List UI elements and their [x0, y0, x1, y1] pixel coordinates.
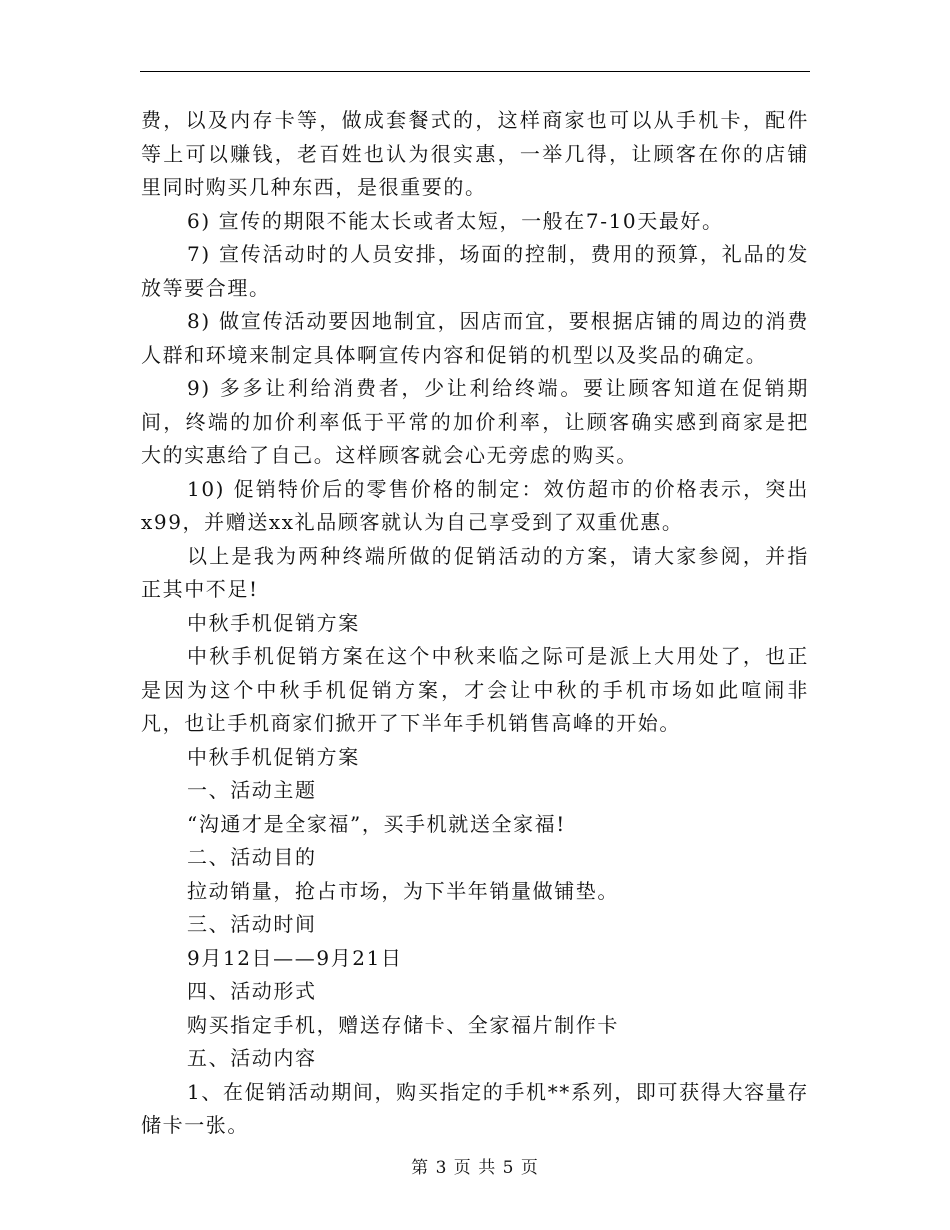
- section-title: 中秋手机促销方案: [187, 744, 360, 769]
- paragraph: 9) 多多让利给消费者，少让利给终端。要让顾客知道在促销期间，终端的加价利率低于平常的加价利率，让顾客确实感到商家是把大的实惠给了自己。这样顾客就会心无旁虑的购买。: [141, 376, 809, 467]
- paragraph: 中秋手机促销方案在这个中秋来临之际可是派上大用处了，也正是因为这个中秋手机促销方案，才会让中秋的手机市场如此喧闹非凡，也让手机商家们掀开了下半年手机销售高峰的开始。: [141, 644, 809, 735]
- section-heading: 四、活动形式: [187, 979, 317, 1003]
- paragraph: 6) 宣传的期限不能太长或者太短，一般在7-10天最好。: [187, 208, 724, 233]
- paragraph: 8) 做宣传活动要因地制宜，因店而宜，要根据店铺的周边的消费人群和环境来制定具体啊宣传内容和促销的机型以及奖品的确定。: [141, 309, 809, 367]
- section-line: 购买指定手机，赠送存储卡、全家福片制作卡: [187, 1012, 619, 1037]
- document-body: [141, 104, 809, 1143]
- section-line: 拉动销量，抢占市场，为下半年销量做铺垫。: [187, 878, 619, 903]
- paragraph: 费，以及内存卡等，做成套餐式的，这样商家也可以从手机卡，配件等上可以赚钱，老百姓也认为很实惠，一举几得，让顾客在你的店铺里同时购买几种东西，是很重要的。: [141, 108, 809, 199]
- section-line: 9月12日——9月21日: [187, 945, 403, 970]
- paragraph: 1、在促销活动期间，购买指定的手机**系列，即可获得大容量存储卡一张。: [141, 1079, 809, 1137]
- paragraph: 7) 宣传活动时的人员安排，场面的控制，费用的预算，礼品的发放等要合理。: [141, 242, 809, 300]
- section-heading: 二、活动目的: [187, 845, 317, 869]
- section-line: “沟通才是全家福”，买手机就送全家福!: [187, 811, 566, 836]
- page-number: 第 3 页 共 5 页: [411, 1158, 539, 1178]
- section-heading: 三、活动时间: [187, 912, 317, 936]
- paragraph: 以上是我为两种终端所做的促销活动的方案，请大家参阅，并指正其中不足!: [141, 543, 809, 601]
- paragraph: 10) 促销特价后的零售价格的制定：效仿超市的价格表示，突出x99，并赠送xx礼品顾客就认为自己享受到了双重优惠。: [141, 476, 809, 534]
- section-title: 中秋手机促销方案: [187, 610, 360, 635]
- section-heading: 五、活动内容: [187, 1046, 317, 1070]
- section-heading: 一、活动主题: [187, 778, 317, 802]
- header-rule: [140, 71, 810, 72]
